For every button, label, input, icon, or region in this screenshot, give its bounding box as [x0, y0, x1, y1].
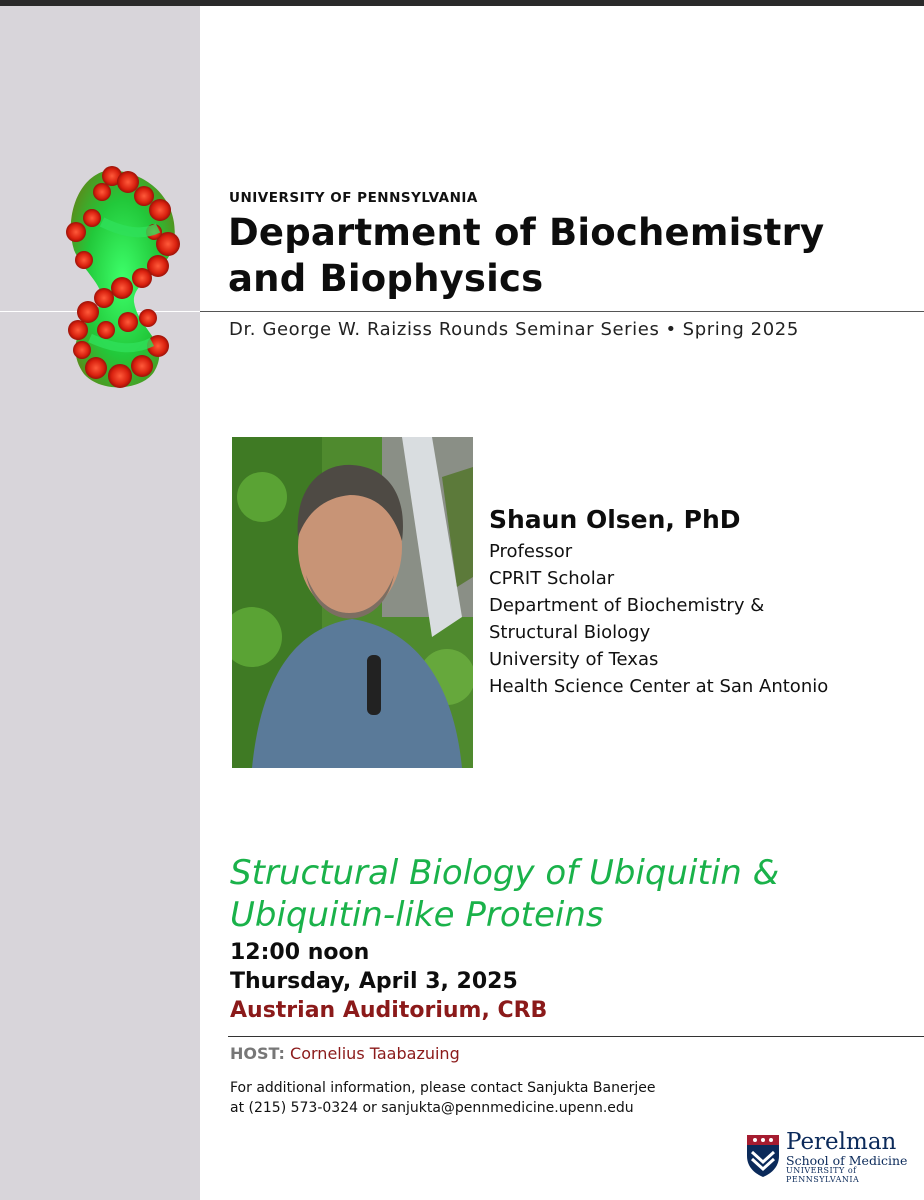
speaker-department-line1: Department of Biochemistry &	[489, 595, 765, 616]
protein-dna-molecule-image	[62, 162, 192, 394]
contact-line2: at (215) 573-0324 or sanjukta@pennmedicine.upenn.edu	[230, 1100, 634, 1116]
logo-university: UNIVERSITY of PENNSYLVANIA	[786, 1166, 860, 1184]
series-separator: •	[665, 319, 677, 340]
host-name: Cornelius Taabazuing	[290, 1044, 460, 1063]
talk-time: 12:00 noon	[230, 940, 370, 965]
series-name: Dr. George W. Raiziss Rounds Seminar Series	[229, 319, 660, 340]
series-term: Spring 2025	[682, 319, 799, 340]
department-title-line2: and Biophysics	[228, 257, 544, 300]
speaker-info	[489, 505, 828, 700]
logo-school: School of Medicine	[786, 1153, 908, 1169]
speaker-honor: CPRIT Scholar	[489, 568, 615, 589]
host-divider	[228, 1036, 924, 1037]
seminar-series	[229, 319, 799, 340]
penn-shield-icon	[746, 1134, 780, 1178]
speaker-institution-line2: Health Science Center at San Antonio	[489, 676, 829, 697]
department-title-line1: Department of Biochemistry	[228, 211, 825, 254]
talk-title	[230, 852, 779, 936]
logo-perelman: Perelman	[786, 1129, 897, 1155]
contact-info	[230, 1078, 655, 1118]
perelman-logo	[746, 1129, 912, 1184]
talk-venue: Austrian Auditorium, CRB	[230, 998, 548, 1023]
department-title	[228, 210, 824, 302]
contact-line1: For additional information, please contact Sanjukta Banerjee	[230, 1080, 656, 1096]
speaker-name: Shaun Olsen, PhD	[489, 505, 741, 534]
speaker-photo	[232, 437, 473, 768]
speaker-department-line2: Structural Biology	[489, 622, 651, 643]
talk-title-line2: Ubiquitin-like Proteins	[230, 895, 604, 935]
talk-date: Thursday, April 3, 2025	[230, 969, 518, 994]
talk-title-line1: Structural Biology of Ubiquitin &	[230, 853, 780, 893]
speaker-title: Professor	[489, 541, 573, 562]
host-line	[230, 1044, 460, 1063]
university-name: UNIVERSITY OF PENNSYLVANIA	[229, 190, 478, 206]
host-label: HOST:	[230, 1044, 285, 1063]
speaker-institution-line1: University of Texas	[489, 649, 659, 670]
